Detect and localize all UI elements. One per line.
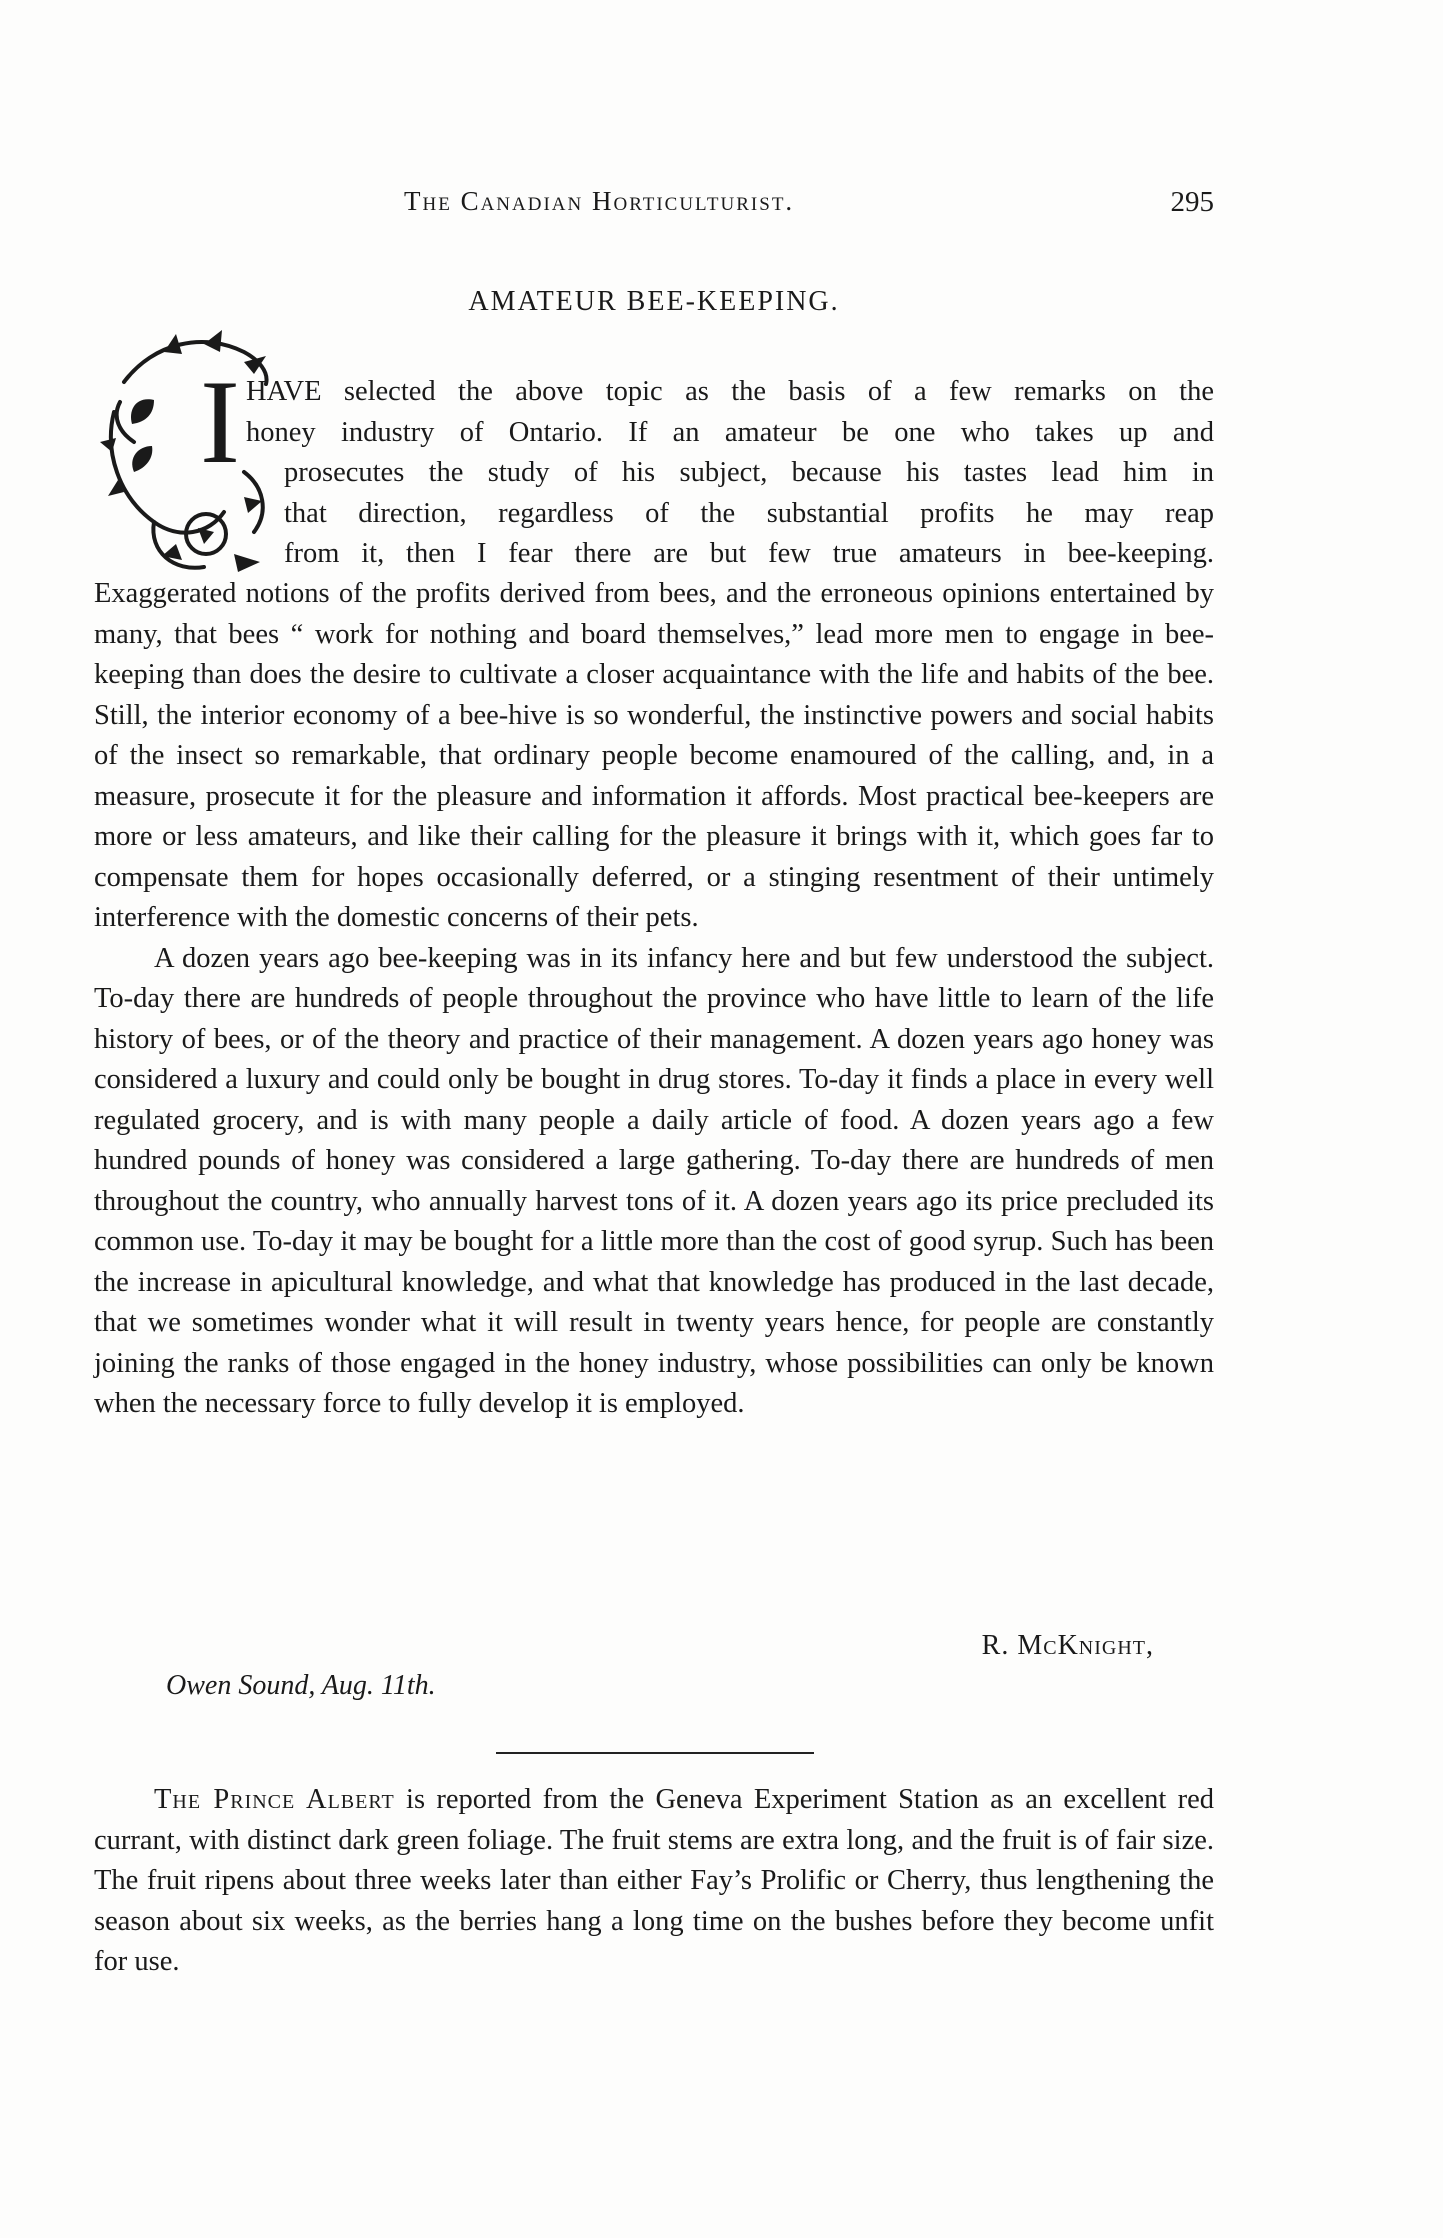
journal-title: The Canadian Horticulturist. xyxy=(404,186,795,216)
dateline: Owen Sound, Aug. 11th. xyxy=(166,1670,436,1701)
lead-paragraph xyxy=(94,372,1214,575)
lead-line: HAVE selected the above topic as the basis of a few remarks on the xyxy=(246,376,1214,407)
lead-line: from it, then I fear there are but few true amateurs in bee-keeping. xyxy=(284,538,1214,569)
paragraph-2: A dozen years ago bee-keeping was in its infancy here and but few understood the subject. To-day there are hundreds of people throughout the province who have little to learn of the life history of bees, or of the theory and practice of their management. A dozen years ago honey was considered a luxury and could only be bought in drug stores. To-day it finds a place in every well regulated grocery, and is with many people a daily article of food. A dozen years ago a few hundred pounds of honey was considered a large gathering. To-day there are hundreds of men throughout the country, who annually harvest tons of it. A dozen years ago its price precluded its common use. To-day it may be bought for a little more than the cost of good syrup. Such has been the increase in apicultural knowledge, and what that knowledge has produced in the last decade, that we sometimes wonder what it will result in twenty years hence, for people are constantly joining the ranks of those engaged in the honey industry, whose possibilities can only be known when the necessary force to fully develop it is employed. xyxy=(94,942,1214,1419)
lead-line: that direction, regardless of the substantial profits he may reap xyxy=(284,497,1214,529)
paragraph-1: Exaggerated notions of the profits derived from bees, and the erroneous opinions entertained by many, that bees “ work for nothing and board themselves,” lead more men to engage in bee-keeping than does the desire to cultivate a closer acquaintance with the life and habits of the bee. Still, the interior economy of a bee-hive is so wonderful, the instinctive powers and social habits of the insect so remarkable, that ordinary people become enamoured of the calling, and, in a measure, prosecute it for the pleasure and information it affords. Most practical bee-keepers are more or less amateurs, and like their calling for the pleasure it brings with it, which goes far to compensate them for hopes occasionally deferred, or a stinging resentment of their untimely interference with the domestic concerns of their pets. xyxy=(94,578,1214,933)
article-title: AMATEUR BEE-KEEPING. xyxy=(468,286,840,317)
currant-note xyxy=(94,1780,1214,1983)
section-divider xyxy=(496,1752,814,1754)
running-head xyxy=(94,186,1214,226)
lead-line: prosecutes the study of his subject, because his tastes lead him in xyxy=(284,457,1214,488)
lead-line: honey industry of Ontario. If an amateur be one who takes up and xyxy=(246,416,1214,448)
note-paragraph xyxy=(94,1780,1214,1983)
page-number: 295 xyxy=(1170,186,1214,218)
author-signature: R. McKnight, xyxy=(981,1630,1154,1661)
drop-cap-letter: I xyxy=(200,355,240,488)
signature-block xyxy=(94,1630,1214,1710)
note-text: is reported from the Geneva Experiment Station as an excellent red currant, with distinct dark green foliage. The fruit stems are extra long, and the fruit is of fair size. The fruit ripens about three weeks later than either Fay’s Prolific or Cherry, thus lengthening the season about six weeks, as the berries hang a long time on the bushes before they become unfit for use. xyxy=(94,1784,1214,1977)
article-body xyxy=(94,574,1214,1425)
note-lead-caps: The Prince Albert xyxy=(154,1784,395,1815)
